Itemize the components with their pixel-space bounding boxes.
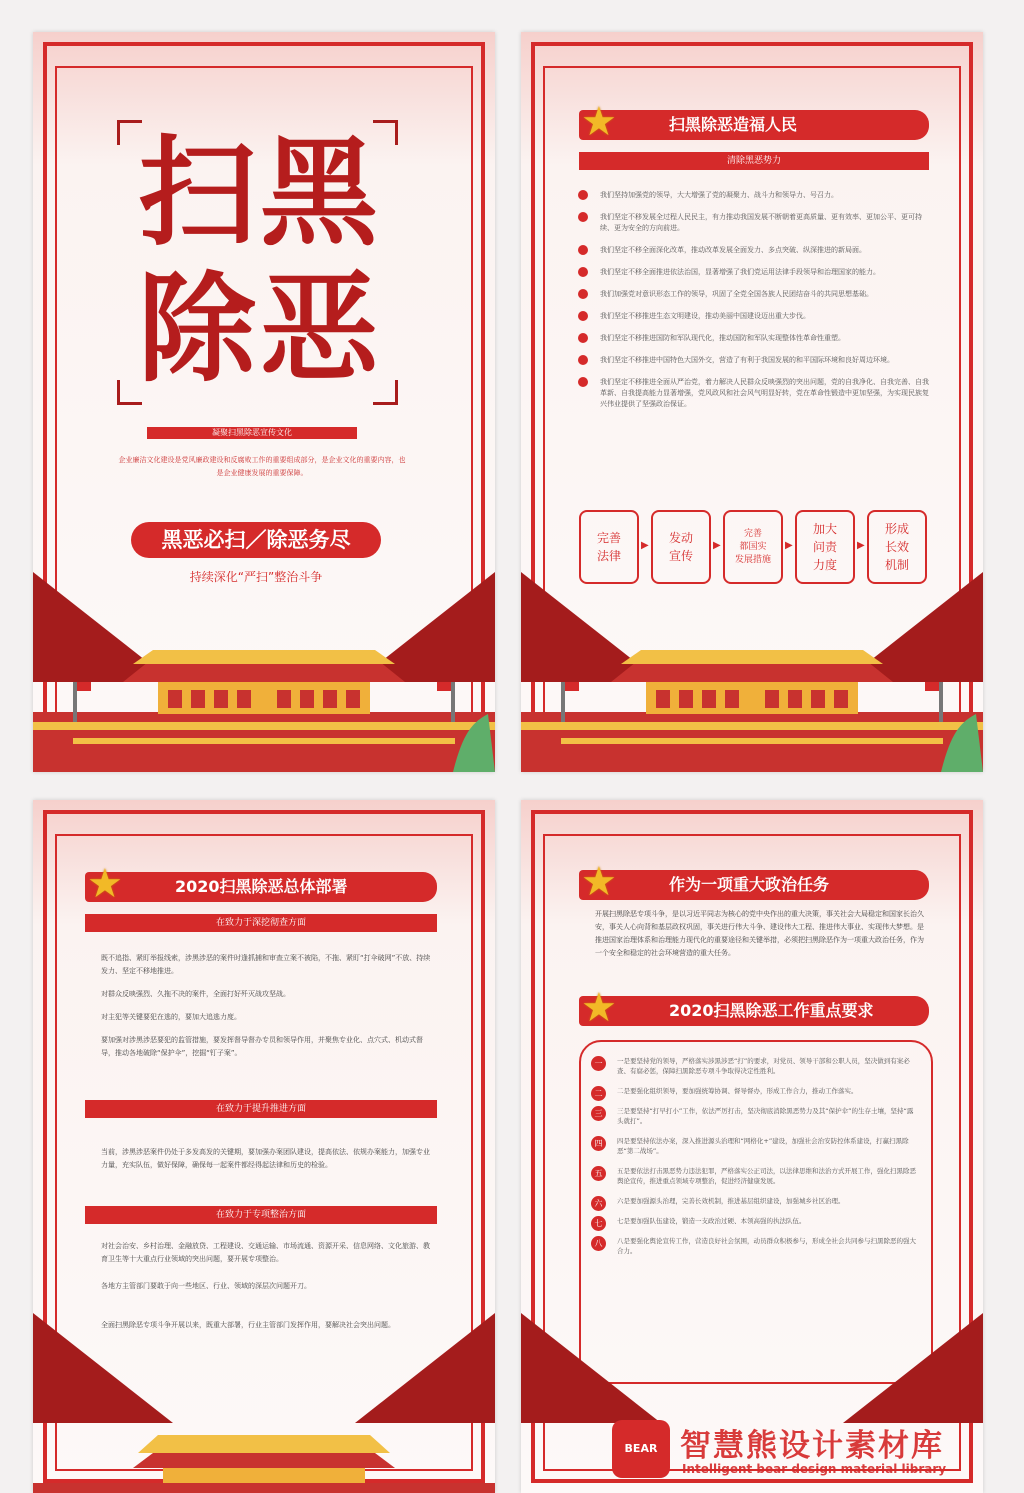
cover-slogan-sub: 持续深化“严扫”整治斗争: [189, 570, 323, 584]
section-bar-3: 在致力于专项整治方面: [85, 1206, 437, 1224]
number-badge: 四: [591, 1136, 606, 1151]
cover-intro: 企业廉洁文化建设是党风廉政建设和反腐败工作的重要组成部分，是企业文化的重要内容，也是企业健康发展的重要保障。: [118, 456, 406, 477]
list-item: 我们坚持加强党的领导，大大增强了党的凝聚力、战斗力和领导力、号召力。: [576, 190, 931, 201]
list-item: 我们坚定不移推进国防和军队现代化，推动国防和军队实现整体性革命性重塑。: [576, 333, 931, 344]
bracket-bottom-left: [117, 380, 142, 405]
arrow-right-icon: ▶: [857, 540, 865, 551]
list-item: 一 一是要坚持党的领导，严格落实涉黑涉恶“打”的要求，对党员、领导干部和公职人员，坚决做到有案必查、有腐必惩，保障扫黑除恶专项斗争取得决定性胜利。: [591, 1056, 916, 1076]
deployment-header: 2020扫黑除恶总体部署: [85, 872, 437, 902]
list-item: 二 二是要强化组织领导，要加强统筹协调、督导督办，形成工作合力，推动工作落实。: [591, 1086, 916, 1096]
arrow-right-icon: ▶: [785, 540, 793, 551]
watermark-subtitle: Intelligent bear design material library: [682, 1462, 947, 1476]
number-badge: 二: [591, 1086, 606, 1101]
paragraph: 既不追指、紧盯举报线索，涉黑涉恶的案件时逢抓捕和审查立案不被陷，不拖、紧盯“打伞破网”不放、持续发力、坚定不移地推进。: [101, 954, 431, 975]
star-icon: ★: [581, 99, 617, 145]
paragraph: 当前，涉黑涉恶案件仍处于多发高发的关键期，要加强办案团队建设，提高依法、依规办案能力，加强专业力量，充实队伍，做好保障，确保每一起案件都经得起法律和历史的检验。: [101, 1148, 430, 1169]
paragraph: 对社会治安、乡村治理、金融放贷、工程建设、交通运输、市场流通、资源开采、信息网络、文化旅游、教育卫生等十大重点行业领域的突出问题，要开展专项整治。: [101, 1242, 430, 1263]
list-item: 我们坚定不移全面推进依法治国，显著增强了我们党运用法律手段领导和治理国家的能力。: [576, 267, 931, 278]
paragraph: 要加强对涉黑涉恶要犯的监管措施，要发挥督导督办专员和领导作用，并聚焦专业化、点穴式、机动式督导，推动各地破除“保护伞”，挖掘“钉子案”。: [101, 1036, 423, 1057]
cover-subtitle-bar: 凝聚扫黑除恶宣传文化: [147, 427, 357, 439]
tiananmen-illustration: [33, 1413, 495, 1493]
section-bar-2: 在致力于提升推进方面: [85, 1100, 437, 1118]
task-header: 作为一项重大政治任务: [579, 870, 929, 900]
paragraph: 对群众反映强烈、久拖不决的案件，全面打好歼灭战攻坚战。: [101, 990, 290, 998]
star-icon: ★: [87, 861, 123, 907]
list-item: 我们加强党对意识形态工作的领导，巩固了全党全国各族人民团结奋斗的共同思想基础。: [576, 289, 931, 300]
list-item: 八 八是要强化舆论宣传工作，营造良好社会氛围，动员群众积极参与，形成全社会共同参与扫黑除恶的强大合力。: [591, 1236, 916, 1256]
section-2-text: [101, 1146, 431, 1172]
number-badge: 三: [591, 1106, 606, 1121]
paragraph: 全面扫黑除恶专项斗争开展以来，既重大部署，行业主管部门发挥作用，要解决社会突出问题。: [101, 1321, 395, 1329]
poster-panel-cover: [33, 32, 495, 772]
bear-logo-icon: BEAR: [612, 1420, 670, 1478]
requirements-list: [591, 1056, 916, 1266]
list-item: 我们坚定不移推进全面从严治党，着力解决人民群众反映强烈的突出问题，党的自我净化、自我完善、自我革新、自我提高能力显著增强，党风政风和社会风气明显好转，党在革命性锻造中更加坚强，为实现民族复兴伟业提供了坚强政治保证。: [576, 377, 931, 410]
list-item: 我们坚定不移全面深化改革，推动改革发展全面发力、多点突破、纵深推进的新局面。: [576, 245, 931, 256]
number-badge: 五: [591, 1166, 606, 1181]
flow-step: 形成 长效 机制: [867, 510, 927, 584]
flow-step: 完善 都国实 发展措施: [723, 510, 783, 584]
watermark: [612, 1420, 997, 1482]
poster-panel-requirements: [521, 800, 983, 1493]
cover-title-line1: 扫黑: [138, 123, 383, 262]
flow-step: 发动 宣传: [651, 510, 711, 584]
arrow-right-icon: ▶: [641, 540, 649, 551]
list-item: 我们坚定不移推进生态文明建设，推动美丽中国建设迈出重大步伐。: [576, 311, 931, 322]
number-badge: 八: [591, 1236, 606, 1251]
people-header: 扫黑除恶造福人民: [579, 110, 929, 140]
list-item: 三 三是要坚持“打早打小”工作，依法严厉打击，坚决彻底消除黑恶势力及其“保护伞”的生存土壤，坚持“露头就打”。: [591, 1106, 916, 1126]
corner-decoration-left: [33, 1313, 173, 1423]
people-bullet-list: [576, 190, 931, 421]
section-1-text: [101, 952, 431, 1060]
star-icon: ★: [581, 985, 617, 1031]
flow-step: 完善 法律: [579, 510, 639, 584]
paragraph: 对主犯等关键要犯在逃的，要加大追逃力度。: [101, 1013, 241, 1021]
cover-title-line2: 除恶: [138, 259, 383, 398]
number-badge: 七: [591, 1216, 606, 1231]
watermark-title: 智慧熊设计素材库: [680, 1428, 944, 1464]
list-item: 四 四是要坚持依法办案，深入推进源头治理和“网格化+”建设，加强社会治安防控体系建设，打赢扫黑除恶“第二战场”。: [591, 1136, 916, 1156]
number-badge: 六: [591, 1196, 606, 1211]
list-item: 五 五是要依法打击黑恶势力违法犯罪，严格落实公正司法，以法律思维和法治方式开展工作，强化扫黑除恶舆论宣传，推进重点领域专项整治，促进经济健康发展。: [591, 1166, 916, 1186]
corner-decoration-right: [843, 1313, 983, 1423]
arrow-right-icon: ▶: [713, 540, 721, 551]
corner-decoration-right: [355, 1313, 495, 1423]
requirements-header: 2020扫黑除恶工作重点要求: [579, 996, 929, 1026]
poster-panel-people: [521, 32, 983, 772]
bracket-bottom-right: [373, 380, 398, 405]
tiananmen-illustration: [521, 622, 983, 772]
list-item: 我们坚定不移推进中国特色大国外交，营造了有利于我国发展的和平国际环境和良好周边环境。: [576, 355, 931, 366]
flow-step: 加大 问责 力度: [795, 510, 855, 584]
tiananmen-illustration: [33, 622, 495, 772]
star-icon: ★: [581, 859, 617, 905]
list-item: 六 六是要加强源头治理，完善长效机制，推进基层组织建设，加强城乡社区治理。: [591, 1196, 916, 1206]
corner-decoration-left: [521, 1313, 661, 1423]
number-badge: 一: [591, 1056, 606, 1071]
paragraph: 各地方主管部门要敢于向一些地区、行业、领域的深层次问题开刀。: [101, 1282, 311, 1290]
list-item: 七 七是要加强队伍建设，锻造一支政治过硬、本领高强的执法队伍。: [591, 1216, 916, 1226]
task-body: 开展扫黑除恶专项斗争，是以习近平同志为核心的党中央作出的重大决策，事关社会大局稳定和国家长治久安，事关人心向背和基层政权巩固，事关进行伟大斗争、建设伟大工程、推进伟大事业、实现伟大梦想。是推进国家治理体系和治理能力现代化的重要途径和关键举措，必须把扫黑除恶作为一项重大政治任务，作为一个安全和稳定的社会环境营造的重大任务。: [595, 910, 924, 957]
section-bar-1: 在致力于深挖彻查方面: [85, 914, 437, 932]
list-item: 我们坚定不移发展全过程人民民主，有力推动我国发展不断朝着更高质量、更有效率、更加公平、更可持续、更为安全的方向前进。: [576, 212, 931, 234]
cover-slogan: 黑恶必扫／除恶务尽: [131, 522, 381, 558]
poster-panel-deployment: [33, 800, 495, 1493]
people-sub-header: 清除黑恶势力: [579, 152, 929, 170]
